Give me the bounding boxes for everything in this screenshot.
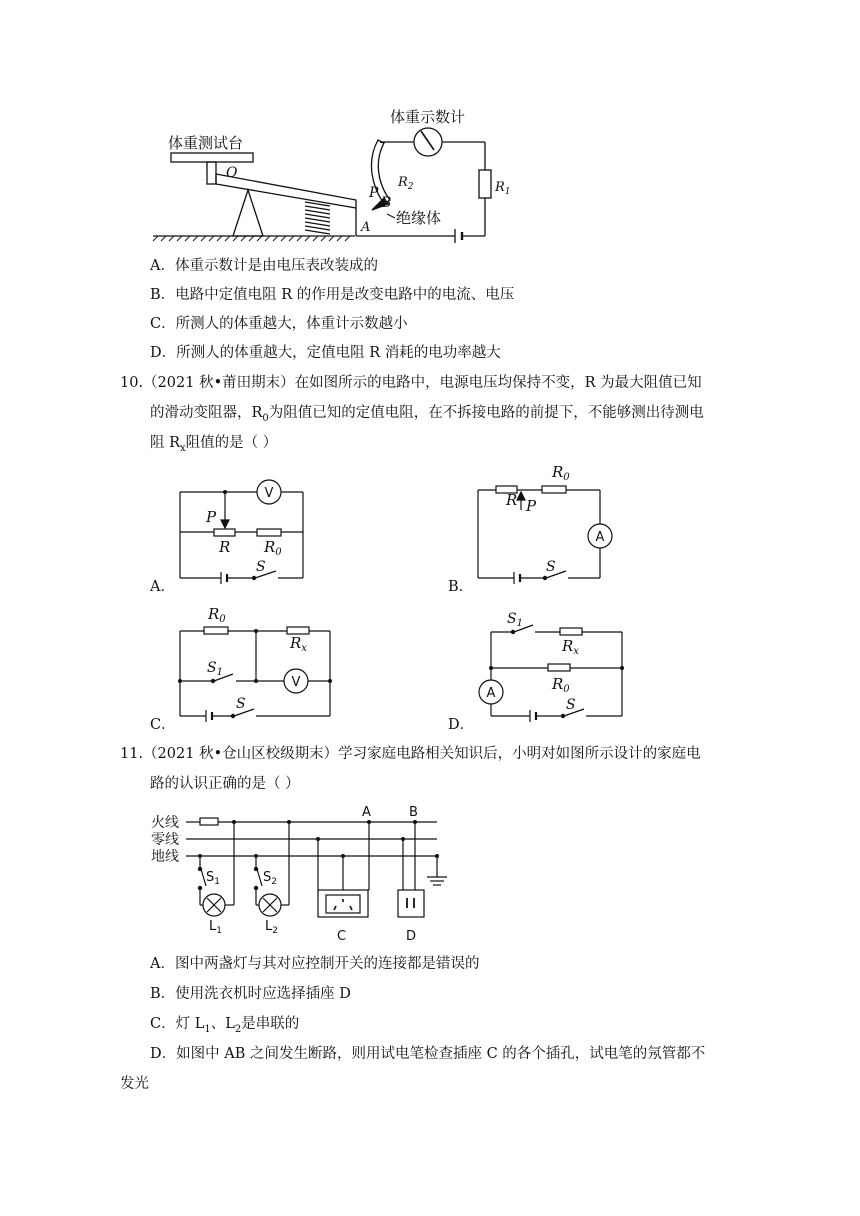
ground-wire-label: 地线 [151, 849, 179, 865]
r1-label: $R_1$ [495, 180, 511, 197]
svg-text:Rx: $R_x$ [562, 637, 579, 657]
point-a-label: A [361, 220, 371, 235]
svg-text:S1: $S_1$ [206, 870, 220, 887]
q10-stem-line1: 10.（2021 秋•莆田期末）在如图所示的电路中，电源电压均保持不变，R 为最大阻值已知 [120, 375, 702, 391]
q11-option-d-line2: 发光 [120, 1076, 149, 1092]
svg-text:R0: $R_0$ [552, 675, 570, 695]
svg-text:B: B [409, 805, 418, 820]
svg-text:L1: $L_1$ [209, 919, 222, 936]
q11-stem-line1: 11.（2021 秋•仓山区校级期末）学习家庭电路相关知识后，小明对如图所示设计的家庭电 [120, 746, 701, 762]
q11-stem-line2: 路的认识正确的是（ ） [150, 776, 300, 792]
svg-text:C: C [337, 929, 347, 944]
q9-option-d: D．所测人的体重越大，定值电阻 R 消耗的电功率越大 [150, 345, 501, 361]
q10-label-b: B． [448, 579, 474, 595]
meter-label: 体重示数计 [390, 108, 466, 126]
live-wire-label: 火线 [151, 815, 179, 831]
svg-text:R0: $R_0$ [208, 605, 226, 625]
svg-text:R0: $R_0$ [552, 463, 570, 483]
q9-option-b: B．电路中定值电阻 R 的作用是改变电路中的电流、电压 [150, 287, 515, 303]
svg-text:R0: $R_0$ [264, 538, 282, 558]
svg-text:Rx: $R_x$ [290, 634, 307, 654]
q11-option-a: A．图中两盏灯与其对应控制开关的连接都是错误的 [150, 956, 480, 972]
insulator-label: 绝缘体 [396, 209, 442, 227]
svg-text:S1: $S_1$ [507, 611, 523, 629]
r2-label: $R_2$ [398, 175, 414, 192]
svg-text:S1: $S_1$ [207, 660, 223, 678]
pivot-label: O [226, 165, 238, 181]
svg-text:V: V [264, 486, 274, 501]
svg-text:P: P [526, 497, 537, 515]
q11-option-b: B．使用洗衣机时应选择插座 D [150, 986, 351, 1002]
platform-label: 体重测试台 [168, 134, 244, 152]
q9-option-c: C．所测人的体重越大，体重计示数越小 [150, 316, 408, 332]
q11-option-d-line1: D．如图中 AB 之间发生断路，则用试电笔检查插座 C 的各个插孔，试电笔的氖管都不 [150, 1046, 706, 1062]
svg-text:V: V [291, 675, 301, 690]
q10-label-d: D． [448, 717, 475, 733]
q10-stem-line3: 阻 $R_x$阻值的是（ ） [150, 435, 278, 454]
svg-text:R: R [219, 538, 231, 556]
svg-text:L2: $L_2$ [265, 919, 278, 936]
q10-label-a: A． [150, 579, 175, 595]
svg-text:D: D [406, 929, 417, 944]
svg-text:S: S [546, 559, 556, 575]
q10-label-c: C． [150, 717, 176, 733]
q11-option-c: C．灯 $L_1$、$L_2$是串联的 [150, 1016, 300, 1035]
svg-text:P: P [206, 508, 217, 526]
svg-text:R: R [506, 491, 518, 509]
q10-stem-line2: 的滑动变阻器，$R_0$为阻值已知的定值电阻，在不拆接电路的前提下，不能够测出待测电 [150, 405, 704, 424]
neutral-wire-label: 零线 [151, 832, 179, 848]
svg-text:S2: $S_2$ [263, 870, 277, 887]
svg-text:S: S [256, 559, 266, 575]
svg-text:A: A [362, 805, 371, 820]
point-b-label: B [381, 195, 392, 211]
svg-text:A: A [486, 686, 496, 701]
svg-text:S: S [566, 697, 576, 713]
svg-text:A: A [595, 530, 605, 545]
q9-option-a: A．体重示数计是由电压表改装成的 [150, 258, 378, 274]
svg-text:S: S [236, 696, 246, 712]
slider-p-label: P [369, 185, 379, 201]
